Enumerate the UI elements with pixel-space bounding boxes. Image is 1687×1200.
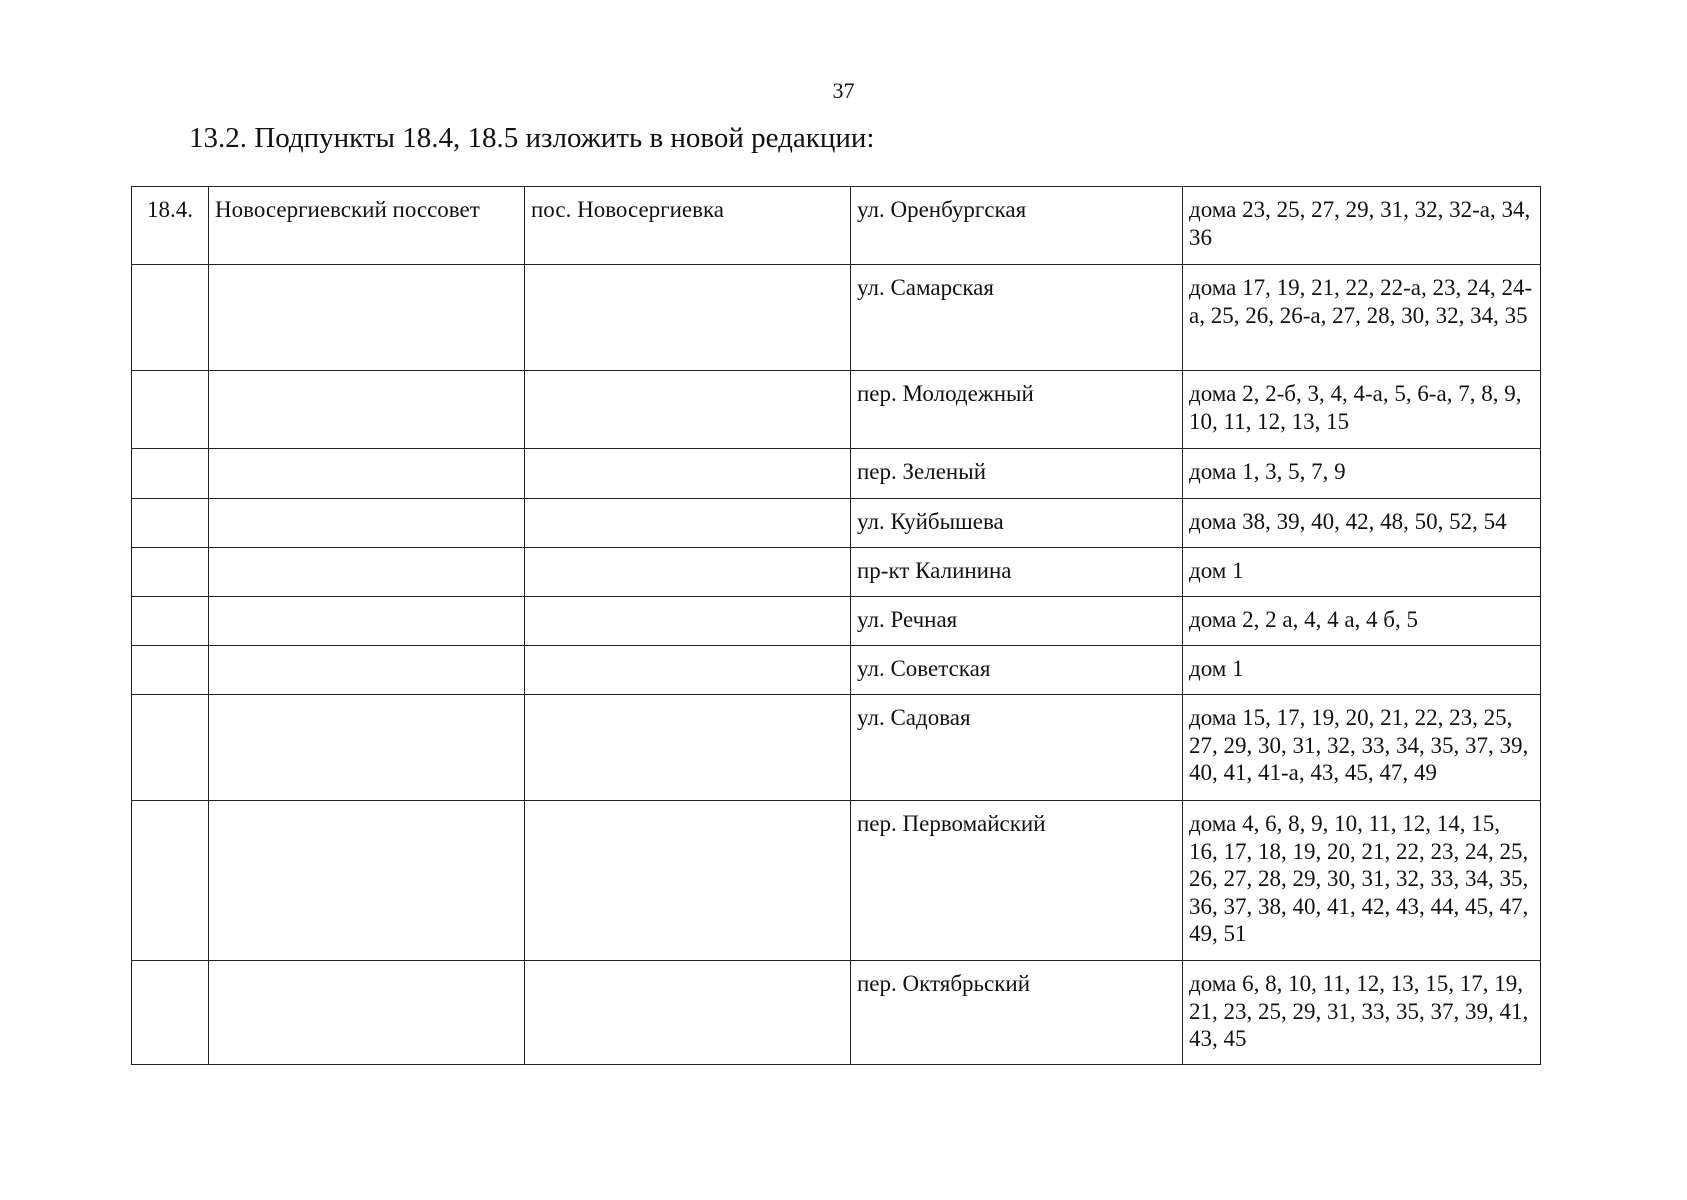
table-row bbox=[132, 961, 1541, 1065]
houses-cell: дома 23, 25, 27, 29, 31, 32, 32-а, 34, 36 bbox=[1183, 187, 1541, 265]
settlement-cell bbox=[525, 695, 851, 801]
houses-cell: дома 2, 2 а, 4, 4 а, 4 б, 5 bbox=[1183, 597, 1541, 646]
row-number-cell bbox=[132, 597, 209, 646]
houses-cell: дома 17, 19, 21, 22, 22-а, 23, 24, 24-а, 25, 26, 26-а, 27, 28, 30, 32, 34, 35 bbox=[1183, 265, 1541, 371]
street-cell: пр-кт Калинина bbox=[851, 548, 1183, 597]
council-cell bbox=[209, 961, 525, 1065]
council-cell bbox=[209, 371, 525, 449]
table-row bbox=[132, 597, 1541, 646]
row-number-cell: 18.4. bbox=[132, 187, 209, 265]
settlement-cell bbox=[525, 597, 851, 646]
row-number-cell bbox=[132, 499, 209, 548]
street-cell: пер. Молодежный bbox=[851, 371, 1183, 449]
settlement-cell bbox=[525, 371, 851, 449]
table-row bbox=[132, 449, 1541, 499]
row-number-cell bbox=[132, 371, 209, 449]
row-number-cell bbox=[132, 961, 209, 1065]
council-cell bbox=[209, 801, 525, 961]
table-row bbox=[132, 499, 1541, 548]
row-number-cell bbox=[132, 449, 209, 499]
settlement-cell bbox=[525, 801, 851, 961]
table-row bbox=[132, 187, 1541, 265]
street-cell: ул. Оренбургская bbox=[851, 187, 1183, 265]
council-cell bbox=[209, 265, 525, 371]
street-cell: ул. Речная bbox=[851, 597, 1183, 646]
street-cell: пер. Зеленый bbox=[851, 449, 1183, 499]
council-cell bbox=[209, 597, 525, 646]
settlement-cell bbox=[525, 449, 851, 499]
houses-cell: дома 4, 6, 8, 9, 10, 11, 12, 14, 15, 16, 17, 18, 19, 20, 21, 22, 23, 24, 25, 26, 27, 28, 29, 30, 31, 32, 33, 34, 35, 36, 37, 38, 40, 41, 42, 43, 44, 45, 47, 49, 51 bbox=[1183, 801, 1541, 961]
council-cell: Новосергиевский поссовет bbox=[209, 187, 525, 265]
council-cell bbox=[209, 449, 525, 499]
houses-cell: дома 15, 17, 19, 20, 21, 22, 23, 25, 27, 29, 30, 31, 32, 33, 34, 35, 37, 39, 40, 41, 41-а, 43, 45, 47, 49 bbox=[1183, 695, 1541, 801]
council-cell bbox=[209, 548, 525, 597]
address-table-body bbox=[132, 187, 1541, 1065]
houses-cell: дома 38, 39, 40, 42, 48, 50, 52, 54 bbox=[1183, 499, 1541, 548]
row-number-cell bbox=[132, 801, 209, 961]
settlement-cell bbox=[525, 499, 851, 548]
row-number-cell bbox=[132, 548, 209, 597]
council-cell bbox=[209, 499, 525, 548]
street-cell: пер. Первомайский bbox=[851, 801, 1183, 961]
section-heading: 13.2. Подпункты 18.4, 18.5 изложить в новой редакции: bbox=[189, 122, 875, 154]
settlement-cell bbox=[525, 961, 851, 1065]
houses-cell: дом 1 bbox=[1183, 548, 1541, 597]
council-cell bbox=[209, 695, 525, 801]
street-cell: ул. Самарская bbox=[851, 265, 1183, 371]
table-row bbox=[132, 695, 1541, 801]
table-row bbox=[132, 646, 1541, 695]
table-row bbox=[132, 265, 1541, 371]
street-cell: ул. Куйбышева bbox=[851, 499, 1183, 548]
settlement-cell bbox=[525, 265, 851, 371]
table-row bbox=[132, 801, 1541, 961]
settlement-cell bbox=[525, 548, 851, 597]
houses-cell: дома 6, 8, 10, 11, 12, 13, 15, 17, 19, 21, 23, 25, 29, 31, 33, 35, 37, 39, 41, 43, 45 bbox=[1183, 961, 1541, 1065]
settlement-cell: пос. Новосергиевка bbox=[525, 187, 851, 265]
table-row bbox=[132, 548, 1541, 597]
row-number-cell bbox=[132, 646, 209, 695]
row-number-cell bbox=[132, 265, 209, 371]
houses-cell: дома 1, 3, 5, 7, 9 bbox=[1183, 449, 1541, 499]
houses-cell: дома 2, 2-б, 3, 4, 4-а, 5, 6-а, 7, 8, 9, 10, 11, 12, 13, 15 bbox=[1183, 371, 1541, 449]
address-table bbox=[131, 186, 1541, 1065]
page-number: 37 bbox=[832, 78, 855, 103]
street-cell: ул. Садовая bbox=[851, 695, 1183, 801]
council-cell bbox=[209, 646, 525, 695]
houses-cell: дом 1 bbox=[1183, 646, 1541, 695]
street-cell: ул. Советская bbox=[851, 646, 1183, 695]
settlement-cell bbox=[525, 646, 851, 695]
table-row bbox=[132, 371, 1541, 449]
street-cell: пер. Октябрьский bbox=[851, 961, 1183, 1065]
row-number-cell bbox=[132, 695, 209, 801]
